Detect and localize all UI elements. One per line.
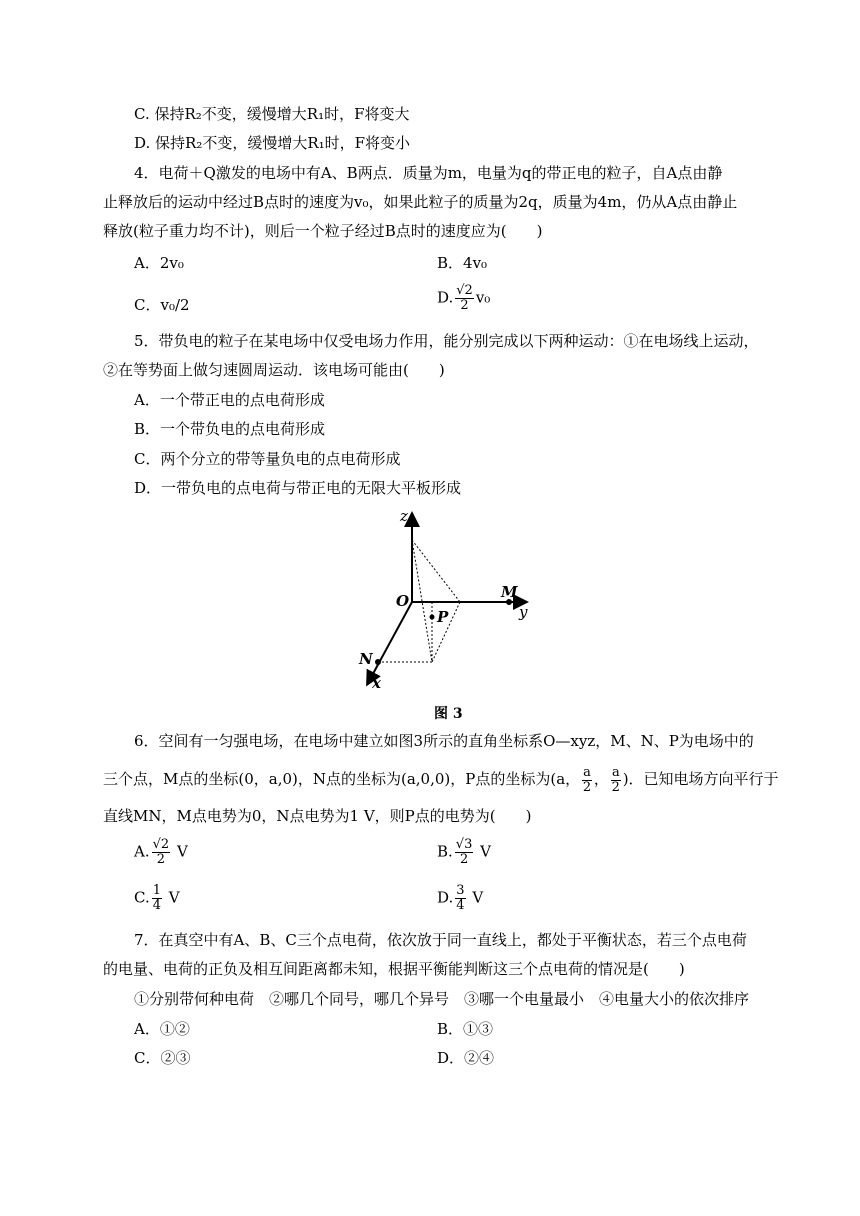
coordinate-figure [350, 505, 540, 700]
q6-stem-line2-part1: 三个点，M点的坐标(0，a,0)，N点的坐标为(a,0,0)，P点的坐标为(a， [103, 770, 581, 788]
label-x: x [372, 674, 381, 692]
q4-stem-line3: 释放(粒子重力均不计)，则后一个粒子经过B点时的速度应为( ) [103, 222, 543, 240]
fraction-numerator: √2 [152, 837, 170, 852]
q4-stem-line2: 止释放后的运动中经过B点时的速度为v₀，如果此粒子的质量为2q，质量为4m，仍从A点由静止 [103, 193, 738, 211]
label-m: M [501, 583, 518, 601]
q6-option-c [134, 884, 180, 913]
q6-option-a-fraction [152, 838, 171, 867]
fraction-denominator: 2 [460, 298, 469, 313]
fraction-numerator: a [611, 764, 620, 780]
q7-option-d: D．②④ [437, 1049, 495, 1067]
label-z: z [400, 507, 408, 525]
label-p: P [437, 608, 449, 626]
q5-option-c: C．两个分立的带等量负电的点电荷形成 [134, 450, 401, 468]
q6-p-fraction-1 [582, 766, 592, 795]
q4-option-a: A．2v₀ [134, 254, 184, 272]
q4-stem-line1: 4．电荷＋Q激发的电场中有A、B两点．质量为m，电量为q的带正电的粒子，自A点由静 [134, 164, 723, 182]
q7-option-a: A．①② [134, 1020, 190, 1038]
label-y: y [519, 603, 528, 621]
q4-option-b: B．4v₀ [437, 254, 488, 272]
fraction-denominator: 2 [582, 779, 592, 795]
q5-option-b: B．一个带负电的点电荷形成 [134, 420, 326, 438]
label-o: O [396, 592, 410, 610]
q6-option-c-fraction [152, 884, 162, 913]
q6-stem-line2-part2: )．已知电场方向平行于 [622, 770, 779, 788]
q5-stem-line2: ②在等势面上做匀速圆周运动．该电场可能由( ) [103, 361, 445, 379]
fraction-numerator: 3 [456, 883, 465, 898]
q3-option-d: D. 保持R₂不变，缓慢增大R₁时，F将变小 [134, 134, 411, 152]
q6-option-b-label: B. [437, 842, 453, 861]
label-n: N [359, 650, 373, 668]
q4-option-d-fraction [455, 284, 474, 313]
fraction-denominator: 2 [459, 852, 469, 867]
q7-option-c: C．②③ [134, 1049, 191, 1067]
figure-caption: 图 3 [434, 706, 463, 722]
fraction-numerator: √3 [455, 837, 473, 852]
q4-option-c: C．v₀/2 [134, 296, 190, 314]
q6-stem-line3: 直线MN，M点电势为0，N点电势为1 V，则P点的电势为( ) [103, 807, 532, 825]
q6-option-a-label: A. [134, 842, 150, 861]
q6-p-fraction-2 [611, 766, 621, 795]
q6-option-c-label: C. [134, 888, 150, 907]
q6-option-a [134, 838, 188, 867]
unit-volt: V [176, 842, 188, 861]
q5-option-d: D．一带负电的点电荷与带正电的无限大平板形成 [134, 479, 462, 497]
q5-stem-line1: 5．带负电的粒子在某电场中仅受电场力作用，能分别完成以下两种运动：①在电场线上运动， [134, 332, 759, 350]
fraction-denominator: 2 [611, 779, 620, 795]
fraction-denominator: 4 [152, 898, 161, 913]
q5-option-a: A．一个带正电的点电荷形成 [134, 391, 325, 409]
x-axis [368, 602, 412, 683]
q7-option-b: B．①③ [437, 1020, 494, 1038]
unit-volt: V [168, 888, 180, 907]
q7-stem-line1: 7．在真空中有A、B、C三个点电荷，依次放于同一直线上，都处于平衡状态，若三个点电荷 [134, 931, 747, 949]
fraction-numerator: a [583, 764, 591, 780]
point-n [375, 659, 381, 665]
q4-option-d [437, 284, 490, 313]
q6-option-d-fraction [455, 884, 465, 913]
fraction-numerator: √2 [456, 283, 473, 298]
q7-stem-line2: 的电量、电荷的正负及相互间距离都未知，根据平衡能判断这三个点电荷的情况是( ) [103, 960, 685, 978]
fraction-denominator: 4 [456, 898, 465, 913]
q3-option-c: C. 保持R₂不变，缓慢增大R₁时，F将变大 [134, 105, 410, 123]
q6-option-d [437, 884, 483, 913]
unit-volt: V [480, 842, 491, 861]
q6-stem-line2 [103, 765, 779, 795]
q6-option-d-label: D. [437, 888, 454, 907]
q6-option-b-fraction [455, 838, 474, 867]
q6-stem-line1: 6．空间有一匀强电场，在电场中建立如图3所示的直角坐标系O—xyz，M、N、P为电场中的 [134, 732, 754, 750]
q4-option-d-label: D. [437, 288, 454, 307]
q4-option-d-suffix: v₀ [475, 288, 491, 307]
q6-stem-separator: ， [593, 770, 609, 788]
fraction-numerator: 1 [152, 883, 161, 898]
point-p [430, 615, 435, 620]
q6-option-b [437, 838, 491, 867]
unit-volt: V [472, 888, 484, 907]
q7-stem-line3: ①分别带何种电荷 ②哪几个同号，哪几个异号 ③哪一个电量最小 ④电量大小的依次排序 [134, 990, 750, 1008]
fraction-denominator: 2 [156, 852, 166, 867]
